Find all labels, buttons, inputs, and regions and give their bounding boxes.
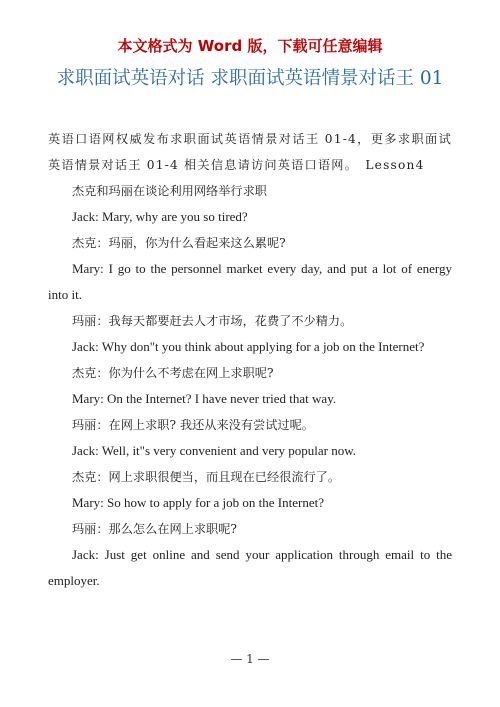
dialogue-line: 杰克：玛丽，你为什么看起来这么累呢? — [72, 236, 286, 250]
dialogue-line: 玛丽：我每天都要赶去人才市场，花费了不少精力。 — [72, 314, 353, 328]
dialogue-line: Jack: Just get online and send your application through email to the employer. — [48, 547, 452, 588]
dialogue-line: 玛丽：在网上求职? 我还从来没有尝试过呢。 — [72, 418, 314, 432]
dialogue-line: 杰克：你为什么不考虑在网上求职呢? — [72, 366, 274, 380]
dialogue-line: Mary: On the Internet? I have never tried that way. — [72, 391, 337, 406]
dialogue-line: 杰克：网上求职很便当，而且现在已经很流行了。 — [72, 470, 341, 484]
page-number: — 1 — — [230, 652, 270, 666]
document-title: 求职面试英语对话 求职面试英语情景对话王 01 — [56, 68, 444, 89]
dialogue-line: 杰克和玛丽在谈论利用网络举行求职 — [72, 184, 267, 198]
document-body — [48, 126, 452, 594]
download-banner: 本文格式为 Word 版，下载可任意编辑 — [117, 37, 383, 55]
dialogue-line: Mary: So how to apply for a job on the Internet? — [72, 495, 324, 510]
intro-paragraph: 英语口语网权威发布求职面试英语情景对话王 01-4，更多求职面试英语情景对话王 01-4 相关信息请访问英语口语网。 Lesson4 — [48, 132, 452, 172]
dialogue-line: Jack: Mary, why are you so tired? — [72, 209, 248, 224]
dialogue-line: Jack: Well, it"s very convenient and very popular now. — [72, 443, 357, 458]
dialogue-line: 玛丽：那么怎么在网上求职呢? — [72, 522, 237, 536]
dialogue-line: Mary: I go to the personnel market every day, and put a lot of energy into it. — [48, 261, 452, 302]
dialogue-line: Jack: Why don"t you think about applying for a job on the Internet? — [72, 339, 425, 354]
